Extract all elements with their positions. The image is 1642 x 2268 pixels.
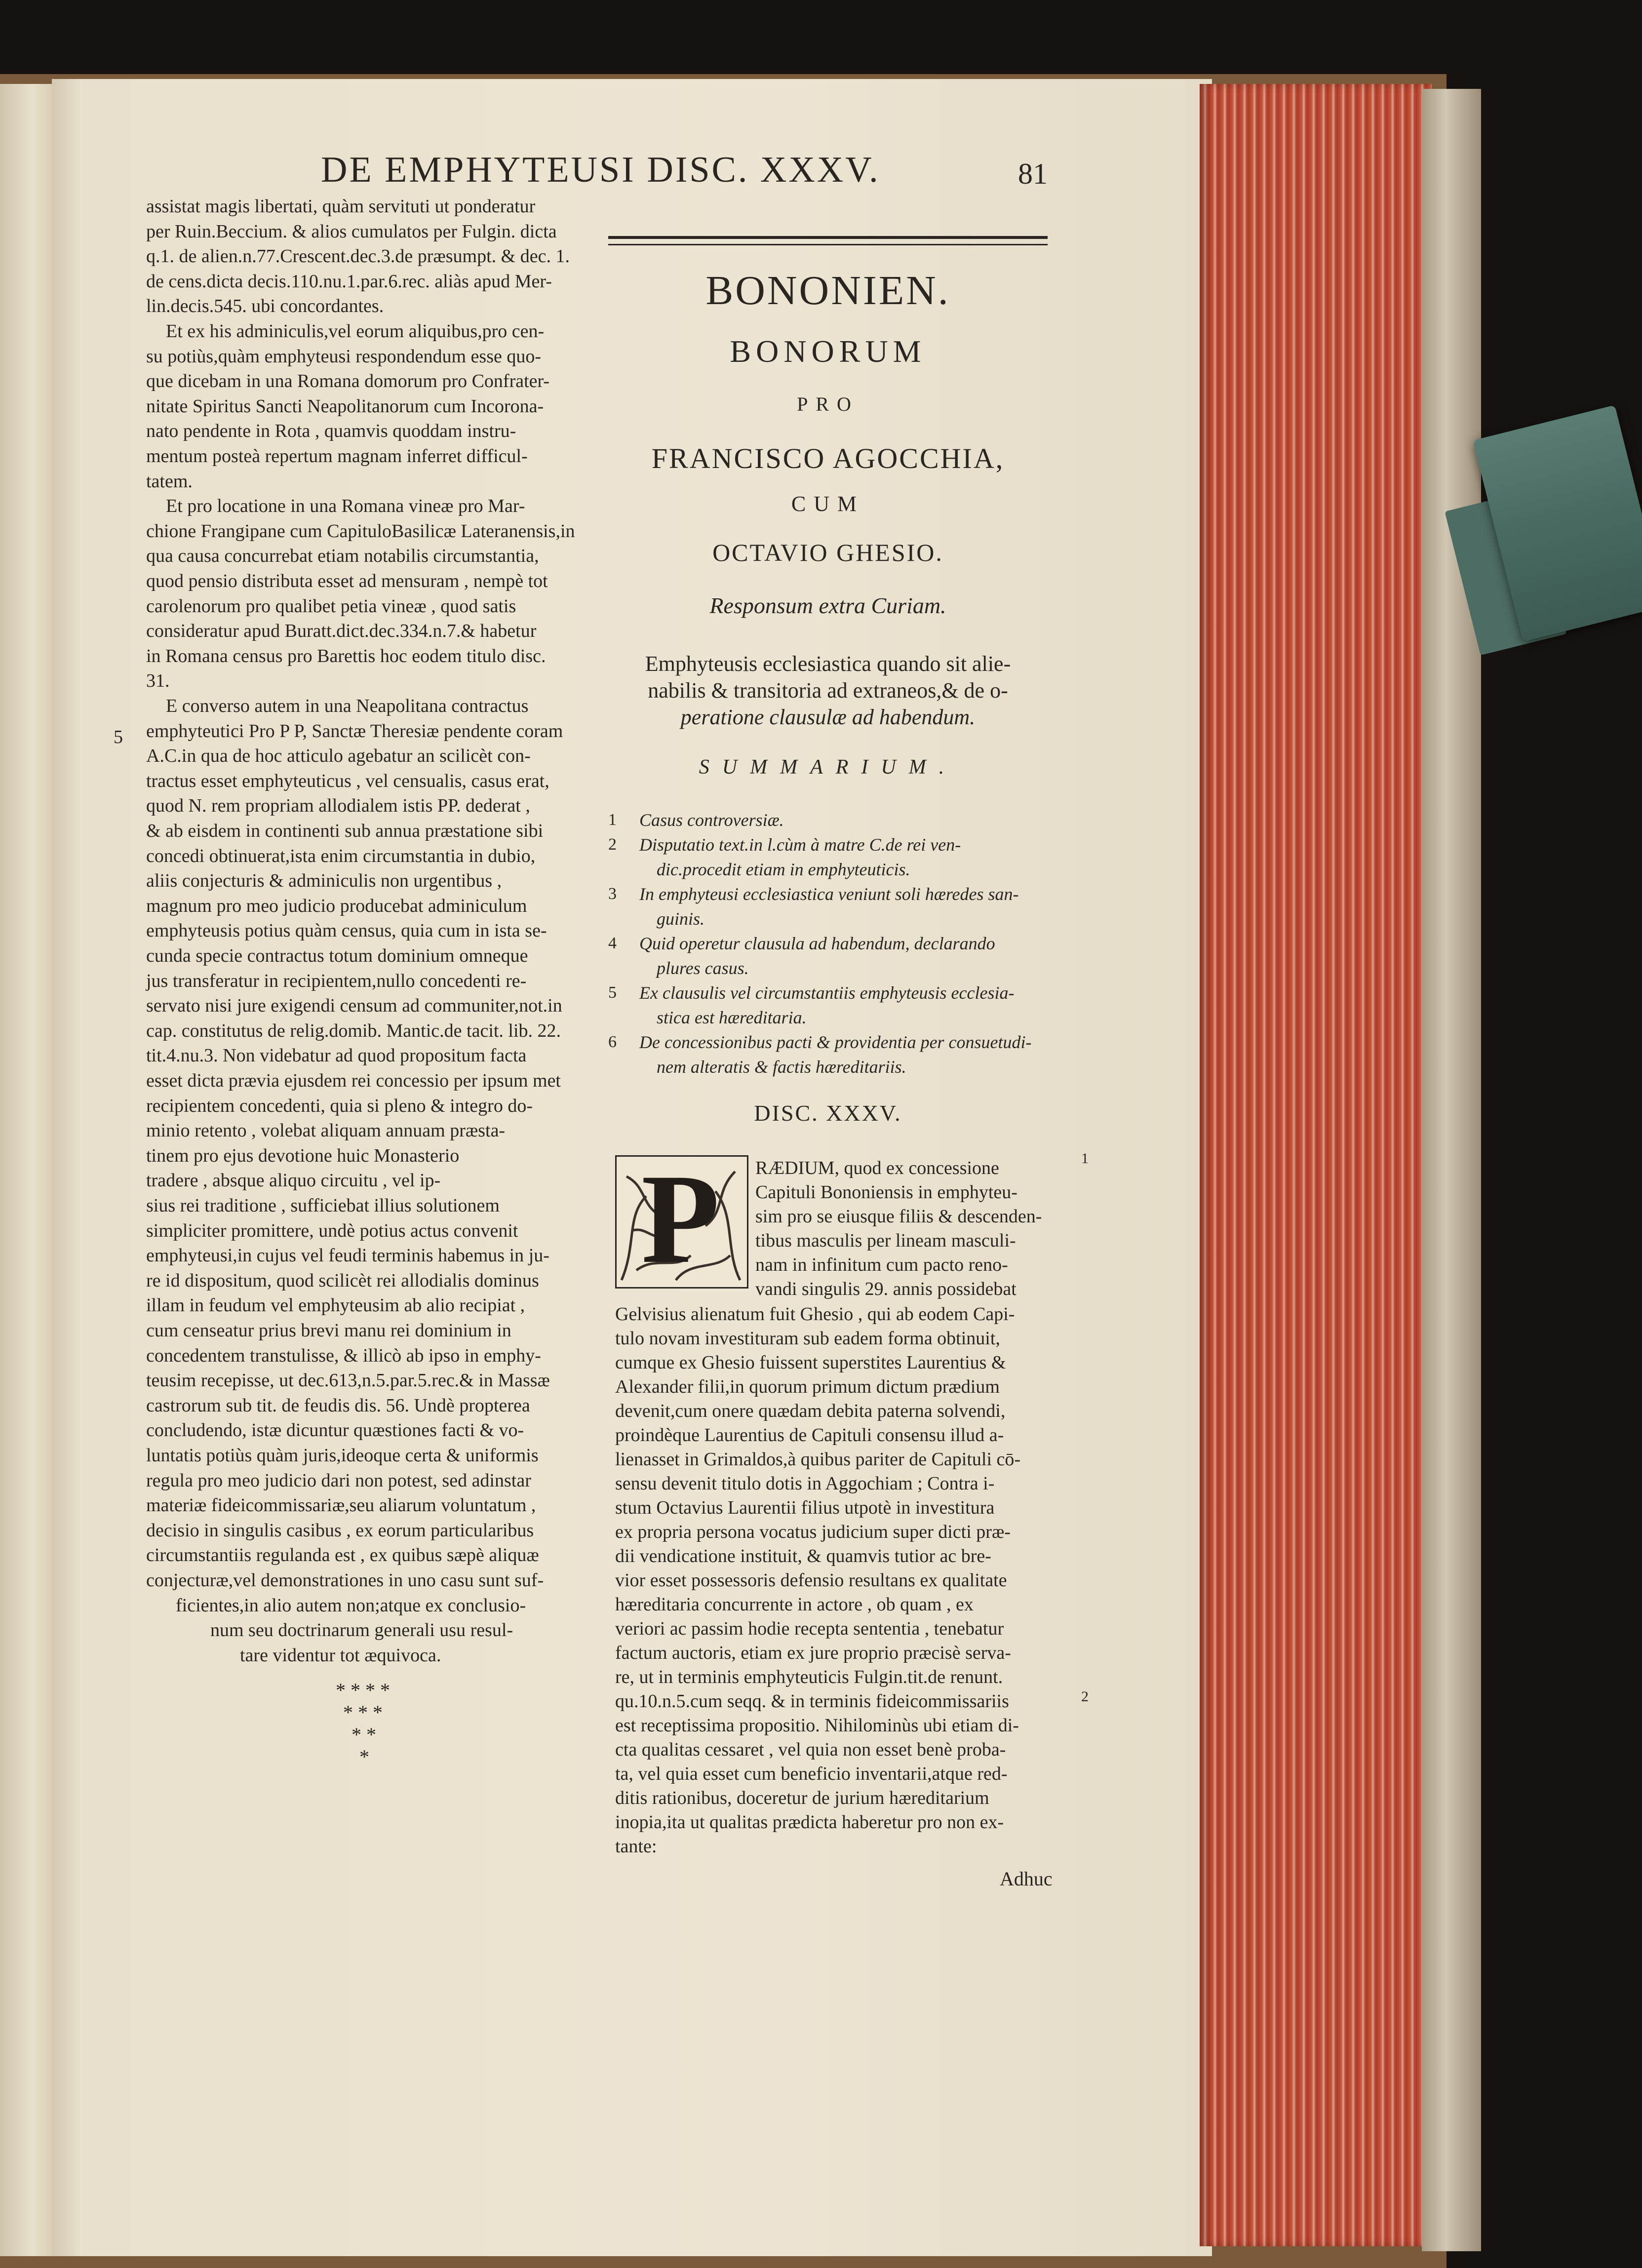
text-line: tradere , absque aliquo circuitu , vel ip-: [146, 1170, 441, 1191]
party-one: FRANCISCO AGOCCHIA,: [651, 442, 1005, 474]
summary-number: 5: [608, 983, 617, 1002]
ornament-stars-1: * * * *: [336, 1679, 390, 1701]
margin-number: 2: [1081, 1688, 1089, 1705]
initial-letter: P: [641, 1155, 720, 1289]
text-line: emphyteusi,in cujus vel feudi terminis habemus in ju-: [146, 1245, 549, 1266]
text-line: re id dispositum, quod scilicèt rei allodialis dominus: [146, 1270, 539, 1291]
text-line: magnum pro meo judicio producebat adminiculum: [146, 895, 527, 916]
summary-text: Casus controversiæ.: [639, 810, 784, 830]
text-line: nam in infinitum cum pacto reno-: [755, 1254, 1008, 1275]
summary-number: 6: [608, 1033, 617, 1051]
text-line: concludendo, istæ dicuntur quæstiones facti & vo-: [146, 1420, 524, 1441]
text-line: teusim recepisse, ut dec.613,n.5.par.5.rec.& in Massæ: [146, 1370, 550, 1391]
text-line: qua causa concurrebat etiam notabilis circumstantia,: [146, 546, 539, 567]
text-line: sensu devenit titulo dotis in Aggochiam ; Contra i-: [615, 1473, 995, 1494]
text-line: de cens.dicta decis.110.nu.1.par.6.rec. aliàs apud Mer-: [146, 271, 552, 292]
case-subtitle: BONORUM: [730, 334, 926, 369]
summary-number: 1: [608, 811, 617, 829]
text-line: mentum posteà repertum magnam inferret difficul-: [146, 446, 528, 467]
text-line: 31.: [146, 670, 170, 692]
text-line: qu.10.n.5.cum seqq. & in terminis fideicommissariis: [615, 1691, 1009, 1712]
text-line: concedi obtinuerat,ista enim circumstantia in dubio,: [146, 845, 536, 866]
ornament-stars-4: *: [359, 1746, 369, 1768]
argument-line: Emphyteusis ecclesiastica quando sit alie-: [645, 652, 1011, 676]
text-line: Et pro locatione in una Romana vineæ pro Mar-: [166, 496, 525, 517]
disc-heading: DISC. XXXV.: [754, 1100, 902, 1126]
text-line: ficientes,in alio autem non;atque ex conclusio-: [176, 1595, 526, 1616]
text-line: inopia,ita ut qualitas prædicta haberetur pro non ex-: [615, 1812, 1004, 1833]
text-line: lienasset in Grimaldos,à quibus pariter de Capituli cō-: [615, 1449, 1021, 1470]
text-line: nato pendente in Rota , quamvis quoddam instru-: [146, 421, 516, 442]
text-line: ex propria persona vocatus judicium super dicti præ-: [615, 1522, 1011, 1542]
text-line: illam in feudum vel emphyteusim ab alio recipiat ,: [146, 1295, 525, 1316]
summary-text: guinis.: [657, 909, 705, 929]
summary-text: Quid operetur clausula ad habendum, declarando: [639, 934, 995, 953]
text-line: materiæ fideicommissariæ,seu aliarum voluntatum ,: [146, 1495, 536, 1516]
text-line: ta, vel quia esset cum beneficio inventarii,atque red-: [615, 1763, 1008, 1784]
vellum-binding: [1422, 89, 1481, 2251]
responsum-line: Responsum extra Curiam.: [709, 593, 946, 618]
text-line: tit.4.nu.3. Non videbatur ad quod propositum facta: [146, 1045, 527, 1066]
text-line: A.C.in qua de hoc atticulo agebatur an scilicèt con-: [146, 745, 531, 767]
text-line: minio retento , volebat aliquam annuam præsta-: [146, 1120, 506, 1141]
text-line: tante:: [615, 1836, 657, 1857]
summary-number: 3: [608, 885, 617, 903]
text-line: esset dicta prævia ejusdem rei concessio per ipsum met: [146, 1070, 561, 1091]
ornament-stars-3: * *: [352, 1723, 376, 1746]
text-line: recipientem concedenti, quia si pleno & integro do-: [146, 1095, 533, 1116]
text-line: Et ex his adminiculis,vel eorum aliquibus,pro cen-: [166, 321, 545, 342]
text-line: tractus esset emphyteuticus , vel censualis, casus erat,: [146, 770, 549, 791]
text-line: devenit,cum onere quædam debita paterna solvendi,: [615, 1401, 1006, 1421]
text-line: quod N. rem propriam allodialem istis PP. dederat ,: [146, 795, 530, 817]
text-line: q.1. de alien.n.77.Crescent.dec.3.de præsumpt. & dec. 1.: [146, 246, 570, 267]
text-line: simpliciter promittere, undè potius actus convenit: [146, 1220, 518, 1241]
argument: [608, 651, 1048, 731]
argument-line: nabilis & transitoria ad extraneos,& de o-: [648, 678, 1008, 703]
text-line: cta qualitas cessaret , vel quia non esset benè proba-: [615, 1739, 1006, 1760]
margin-number: 1: [1081, 1150, 1089, 1167]
summary-text: nem alteratis & factis hæreditariis.: [657, 1057, 906, 1077]
text-line: vior esset possessoris defensio resultans ex qualitate: [615, 1570, 1007, 1591]
text-line: circumstantiis regulanda est , ex quibus sæpè aliquæ: [146, 1545, 539, 1566]
text-line: lin.decis.545. ubi concordantes.: [146, 296, 384, 317]
text-line: Alexander filii,in quorum primum dictum prædium: [615, 1376, 1000, 1397]
text-line: & ab eisdem in continenti sub annua præstatione sibi: [146, 821, 544, 841]
summary-number: 4: [608, 934, 617, 952]
text-line: num seu doctrinarum generali usu resul-: [210, 1620, 513, 1641]
case-title: BONONIEN.: [705, 268, 950, 313]
text-line: ditis rationibus, doceretur de jurium hæreditarium: [615, 1788, 989, 1808]
text-line: luntatis potiùs quàm juris,ideoque certa & uniformis: [146, 1445, 539, 1466]
text-line: su potiùs,quàm emphyteusi respondendum esse quo-: [146, 346, 542, 367]
text-line: chione Frangipane cum CapituloBasilicæ Lateranensis,in: [146, 520, 575, 542]
summary-text: stica est hæreditaria.: [657, 1008, 807, 1027]
summary-text: Ex clausulis vel circumstantiis emphyteusis ecclesia-: [639, 983, 1015, 1003]
text-line: stum Octavius Laurentii filius utpotè in investitura: [615, 1497, 995, 1518]
text-line: nitate Spiritus Sancti Neapolitanorum cum Incorona-: [146, 395, 544, 417]
text-line: que dicebam in una Romana domorum pro Confrater-: [146, 371, 550, 392]
summary-text: De concessionibus pacti & providentia per consuetudi-: [639, 1032, 1032, 1052]
text-line: sim pro se eiusque filiis & descenden-: [755, 1206, 1042, 1227]
text-line: tibus masculis per lineam masculi-: [755, 1230, 1016, 1251]
text-line: conjecturæ,vel demonstrationes in uno casu sunt suf-: [146, 1570, 544, 1591]
text-line: factum auctoris, etiam ex jure proprio præcisè serva-: [615, 1642, 1011, 1663]
red-page-edges: [1200, 84, 1432, 2246]
text-line: cumque ex Ghesio fuissent superstites Laurentius &: [615, 1352, 1006, 1373]
decorated-initial: [615, 1155, 748, 1289]
text-line: concedentem transtulisse, & illicò ab ipso in emphy-: [146, 1345, 541, 1366]
pro-label: PRO: [797, 393, 859, 415]
text-line: servato nisi jure exigendi censum ad communiter,not.in: [146, 995, 562, 1017]
text-line: tulo novam investituram sub eadem forma obtinuit,: [615, 1328, 1000, 1349]
page-number: 81: [1018, 157, 1048, 190]
text-line: emphyteutici Pro P P, Sanctæ Theresiæ pendente coram: [146, 720, 563, 742]
text-line: vandi singulis 29. annis possidebat: [755, 1279, 1016, 1299]
summary-text: dic.procedit etiam in emphyteuticis.: [657, 860, 910, 879]
text-line: Capituli Bononiensis in emphyteu-: [755, 1182, 1017, 1203]
summary-text: Disputatio text.in l.cùm à matre C.de rei ven-: [639, 835, 961, 855]
text-line: tatem.: [146, 470, 193, 492]
summary-text: plures casus.: [657, 958, 749, 978]
text-line: tinem pro ejus devotione huic Monasterio: [146, 1145, 460, 1166]
text-line: sius rei traditione , sufficiebat illius solutionem: [146, 1195, 500, 1216]
text-line: consideratur apud Buratt.dict.dec.334.n.7.& habetur: [146, 621, 537, 642]
text-line: proindèque Laurentius de Capituli consensu illud a-: [615, 1425, 1004, 1446]
text-line: decisio in singulis casibus , ex eorum particularibus: [146, 1520, 534, 1541]
party-two: OCTAVIO GHESIO.: [712, 539, 943, 566]
text-line: cum censeatur prius brevi manu rei dominium in: [146, 1320, 511, 1341]
argument-line: peratione clausulæ ad habendum.: [680, 705, 976, 729]
text-line: dii vendicatione instituit, & quamvis tutior ac bre-: [615, 1546, 991, 1566]
summarium-label: SUMMARIUM.: [699, 756, 957, 779]
text-line: emphyteusis potius quàm census, quia cum in ista se-: [146, 920, 547, 941]
text-line: aliis conjecturis & adminiculis non urgentibus ,: [146, 870, 502, 892]
text-line: E converso autem in una Neapolitana contractus: [166, 696, 529, 716]
text-line: jus transferatur in recipientem,nullo concedenti re-: [146, 970, 527, 991]
text-line: in Romana census pro Barettis hoc eodem titulo disc.: [146, 645, 546, 666]
text-line: cap. constitutus de relig.domib. Mantic.de tacit. lib. 22.: [146, 1020, 561, 1041]
text-line: RÆDIUM, quod ex concessione: [755, 1158, 999, 1178]
ornament-stars-2: * * *: [343, 1701, 383, 1723]
margin-number: 5: [114, 727, 123, 747]
text-line: veriori ac passim hodie recepta sententia , tenebatur: [615, 1618, 1004, 1639]
facing-page-edge: [0, 84, 54, 2256]
text-line: regula pro meo judicio dari non potest, sed adinstar: [146, 1470, 531, 1491]
text-line: re, ut in terminis emphyteuticis Fulgin.tit.de renunt.: [615, 1667, 1003, 1687]
text-line: est receptissima propositio. Nihilominùs ubi etiam di-: [615, 1715, 1019, 1736]
summary-text: In emphyteusi ecclesiastica veniunt soli hæredes san-: [639, 884, 1019, 904]
text-line: cunda specie contractus totum dominium omneque: [146, 945, 528, 966]
text-line: hæreditaria concurrente in actore , ob quam , ex: [615, 1594, 974, 1615]
text-line: Gelvisius alienatum fuit Ghesio , qui ab eodem Capi-: [615, 1304, 1015, 1325]
catchword: Adhuc: [1000, 1868, 1053, 1890]
text-line: tare videntur tot æquivoca.: [240, 1644, 441, 1666]
running-head: DE EMPHYTEUSI DISC. XXXV.: [321, 150, 880, 190]
text-line: quod pensio distributa esset ad mensuram , nempè tot: [146, 571, 548, 591]
cum-label: CUM: [791, 492, 865, 516]
text-line: carolenorum pro qualibet petia vineæ , quod satis: [146, 595, 516, 617]
header-rule: [608, 236, 1048, 245]
text-line: assistat magis libertati, quàm servituti ut ponderatur: [146, 196, 536, 217]
text-line: per Ruin.Beccium. & alios cumulatos per Fulgin. dicta: [146, 221, 557, 242]
text-line: castrorum sub tit. de feudis dis. 56. Undè propterea: [146, 1395, 530, 1416]
summary-number: 2: [608, 835, 617, 854]
